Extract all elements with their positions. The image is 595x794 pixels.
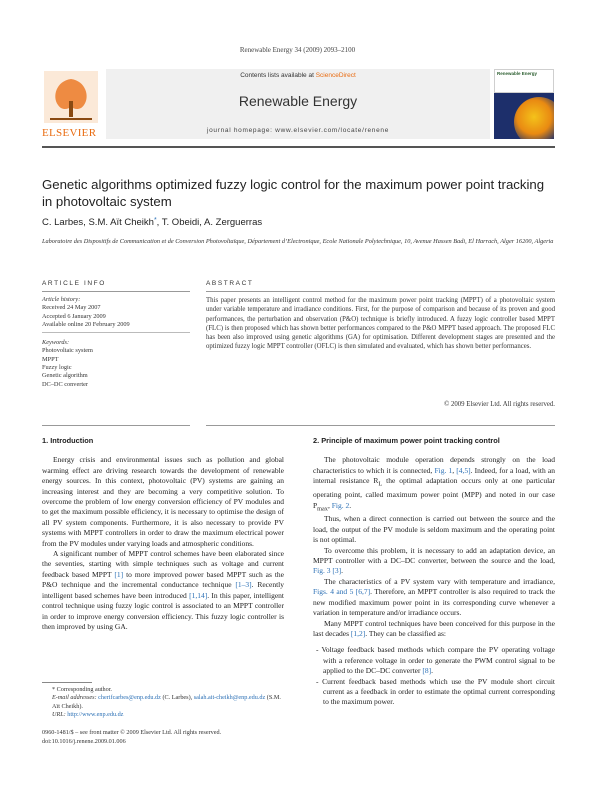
figure-link[interactable]: Fig. 2 [331,500,350,510]
keyword-item: DC–DC converter [42,380,88,388]
figure-link[interactable]: Fig. 3 [313,566,331,576]
citation-link[interactable]: [6,7] [355,587,371,597]
citation-link[interactable]: [4,5] [456,465,471,475]
url-link[interactable]: http://www.enp.edu.dz [67,711,124,719]
text-run: . [431,666,433,676]
masthead-divider [42,146,555,148]
received-date: Received 24 May 2007 [42,304,101,312]
article-info [42,296,190,389]
article-info-divider [42,332,190,339]
section-heading-introduction: 1. Introduction [42,436,94,445]
elsevier-tree-icon [44,71,98,123]
citation-link[interactable]: [1,14] [189,590,208,600]
figure-link[interactable]: Fig. 1 [434,465,453,475]
keywords-label: Keywords: [42,339,70,347]
journal-citation: Renewable Energy 34 (2009) 2093–2100 [239,46,356,54]
text-run: . [349,500,352,510]
email-label: E-mail addresses: [52,694,99,702]
article-info-bottom-rule [42,425,190,426]
text-run: (C. Larbes), [160,694,194,702]
text-run: - Voltage feedback based methods which compare the PV operating voltage with a reference voltage in order to generate the PWM control signal to be applied to the DC–DC converter [316,645,555,676]
mppt-paragraph-5 [313,619,555,640]
elsevier-logo[interactable] [42,69,100,139]
citation-link[interactable]: [3] [332,566,342,576]
text-run: the optimal adaptation occurs only at one particular operating point, called maximum power point (MPP) and noted in our case P [313,476,555,510]
subscript: L [378,480,383,488]
journal-cover-image [494,69,554,139]
text-run: . In this paper, intelligent control technique using fuzzy logic control is associated to an MPPT controller in order to improve energy conversion efficiency. This fuzzy logic controller is then improved by using GA. [42,590,284,631]
author-affiliation: Laboratoire des Dispositifs de Communication et de Conversion Photovoltaïque, Département d’Electronique, Ecole Nationale Polytechnique, 10, Avenue Hassen Badi, El Harrach, Alger 16200, Algeria [42,238,554,245]
online-date: Available online 20 February 2009 [42,320,130,328]
cover-title: Renewable Energy [497,71,538,76]
text-run: . Indeed, for a load, with an internal resistance R [313,465,556,486]
abstract-text: This paper presents an intelligent control method for the maximum power point tracking (MPPT) of a photovoltaic system under variable temperature and irradiance conditions. First, for the purpose of comparison and because of its proven and good performances, the perturbation and observation (P&O) technique is briefly introduced. A fuzzy logic controller based MPPT (FLC) is then proposed which has shown better performances compared to the P&O MPPT based approach. The proposed FLC has been also improved using genetic algorithms (GA) for optimisation. Different development stages are presented and the optimized fuzzy logic MPPT controller (OFLC) is then simulated and evaluated, which has shown better performances. [206,297,555,351]
email-link[interactable]: cherifcarbes@enp.edu.dz [98,694,161,702]
text-run: A significant number of MPPT control schemes have been elaborated since the seventies, starting with simple techniques such as voltage and current feedback based MPPT [42,549,284,579]
text-run: . Therefore, an MPPT controller is also required to track the new modified maximum power point in its corresponding curve whenever a variation in temperature and/or irradiance occurs. [313,587,556,618]
contents-prefix: Contents lists available at [240,72,316,79]
citation-link[interactable]: [1] [114,569,124,579]
journal-homepage[interactable]: journal homepage: www.elsevier.com/locate/renene [206,127,390,134]
elsevier-wordmark: ELSEVIER [42,127,97,139]
email-link[interactable]: salah.ait-cheikh@enp.edu.dz [193,694,266,702]
section-heading-mppt: 2. Principle of maximum power point tracking control [313,436,500,445]
journal-title: Renewable Energy [238,93,358,109]
corresponding-author-mark[interactable]: * [153,217,157,224]
text-run: To overcome this problem, it is necessary to add an adaptation device, an MPPT controller with a DC–DC converter, between the source and the load, [313,545,555,566]
abstract-bottom-rule [206,425,555,426]
keyword-item: Fuzzy logic [42,364,72,372]
footnotes [42,686,284,720]
citation-link[interactable]: [8] [422,666,432,676]
doi-line[interactable]: doi:10.1016/j.renene.2009.01.006 [42,737,126,745]
article-title: Genetic algorithms optimized fuzzy logic control for the maximum power point tracking in photovoltaic system [42,177,545,209]
text-run: , [452,465,457,475]
mppt-paragraph-4 [313,577,555,619]
keyword-item: Genetic algorithm [42,372,88,380]
text-run: , [327,500,332,510]
mppt-paragraph-1 [313,455,555,514]
text-run: to more improved power based MPPT such as the P&O technique and the incremental conductance technique [42,569,284,590]
text-run: (S.M. Aït Cheikh). [52,694,281,710]
article-info-heading: ARTICLE INFO [42,280,190,292]
sciencedirect-link[interactable]: ScienceDirect [315,72,356,79]
journal-masthead [42,69,555,143]
url-note [42,711,284,719]
mppt-paragraph-2: Thus, when a direct connection is carried out between the source and the load, the output of the PV module is seldom maximum and the operating point is not optimal. [313,514,555,545]
mppt-paragraph-3 [313,546,555,577]
figure-link[interactable]: Figs. 4 and 5 [313,587,354,597]
text-run: . [341,566,344,576]
list-item [313,645,555,676]
intro-paragraph-1: Energy crisis and environmental issues such as pollution and global warming effect are driving research towards the development of renewable energy sources. In this context, photovoltaic (PV) systems are gaining an increasing interest and they are becoming a very competitive solution. To overcome the problem of low energy conversion efficiency of PV modules and to get the maximum possible efficiency, it is necessary to optimise the design of all PV system components. Furthermore, it is also necessary to provide PV systems with MPPT controllers in order to draw the maximum electrical power from the PV modules under varying loads and atmospheric conditions. [42,455,284,548]
authors-after: , T. Obeidi, A. Zerguerras [156,217,263,228]
abstract-copyright: © 2009 Elsevier Ltd. All rights reserved. [444,401,555,408]
footnote-divider [42,682,92,683]
accepted-date: Accepted 6 January 2009 [42,312,106,320]
intro-paragraph-2 [42,549,284,632]
cover-sun-graphic [514,97,554,139]
left-column [42,436,284,632]
text-run: The characteristics of a PV system vary with temperature and irradiance, [324,576,555,586]
front-matter-meta [42,729,442,746]
citation-link[interactable]: [1–3] [235,580,252,590]
issn-line: 0960-1481/$ – see front matter © 2009 Elsevier Ltd. All rights reserved. [42,729,222,736]
right-column [313,436,555,708]
keyword-item: MPPT [42,355,59,363]
text-run: The photovoltaic module operation depends strongly on the load characteristics to which it is connected, [313,455,555,475]
abstract-heading: ABSTRACT [206,280,555,292]
list-item: - Current feedback based methods which use the PV module short circuit current as a feedback in order to estimate the optimal current corresponding to the maximum power. [316,676,555,707]
authors-before: C. Larbes, S.M. Aït Cheikh [42,217,154,228]
text-run: . Recently intelligent based schemes have been introduced [42,580,284,600]
author-list [42,217,262,228]
journal-banner [106,69,490,139]
text-run: Many MPPT control techniques have been conceived for this purpose in the last decades [313,618,555,638]
citation-link[interactable]: [1,2] [350,628,366,638]
url-label: URL: [52,711,68,719]
corresponding-author-note: * Corresponding author. [52,686,112,693]
contents-line [106,72,490,79]
subscript: max [317,505,328,513]
history-label: Article history: [42,296,81,303]
text-run: . They can be classified as: [365,628,446,638]
keyword-item: Photovoltaic system [42,347,93,355]
email-note [42,694,284,711]
